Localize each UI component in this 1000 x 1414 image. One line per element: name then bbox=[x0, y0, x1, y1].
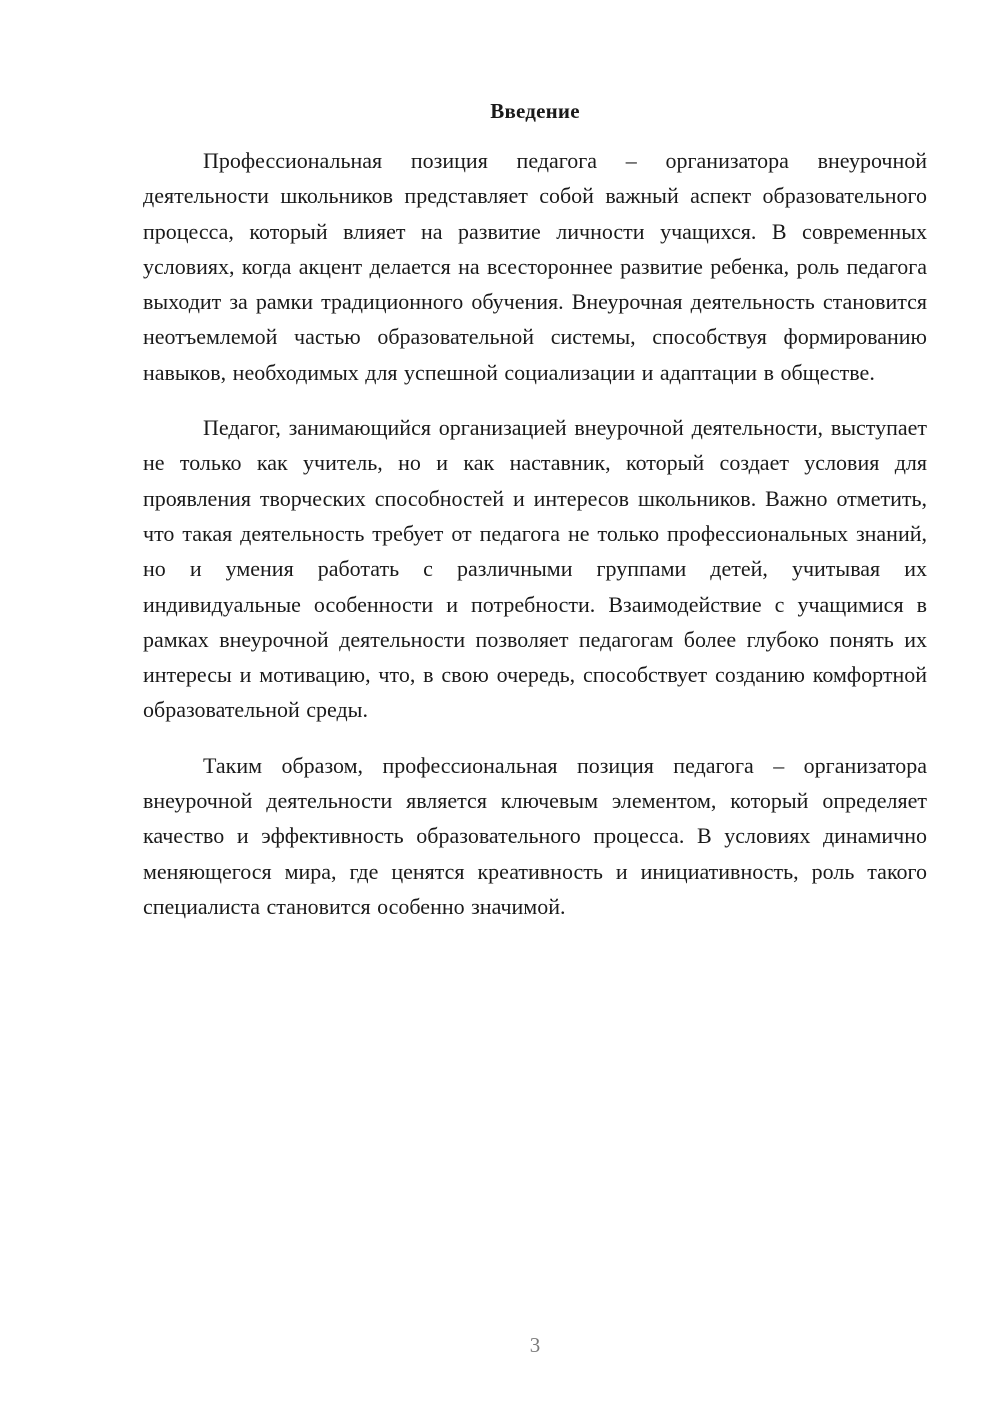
section-title: Введение bbox=[490, 99, 580, 123]
paragraph-3: Таким образом, профессиональная позиция педагога – организатора внеурочной деятельности является ключевым элементом, который определяет качество и эффективность образовательного процесса. В условиях динамично меняющегося мира, где ценятся креативность и инициативность, роль такого специалиста становится особенно значимой. bbox=[143, 752, 927, 919]
page-number: 3 bbox=[529, 1333, 541, 1357]
paragraph-2: Педагог, занимающийся организацией внеурочной деятельности, выступает не только как учитель, но и как наставник, который создает условия для проявления творческих способностей и интересов школьников. Важно отметить, что такая деятельность требует от педагога не только профессиональных знаний, но и умения работать с различными группами детей, учитывая их индивидуальные особенности и потребности. Взаимодействие с учащимися в рамках внеурочной деятельности позволяет педагогам более глубоко понять их интересы и мотивацию, что, в свою очередь, способствует созданию комфортной образовательной среды. bbox=[143, 415, 927, 723]
page-content bbox=[143, 96, 927, 944]
paragraph-1: Профессиональная позиция педагога – организатора внеурочной деятельности школьников представляет собой важный аспект образовательного процесса, который влияет на развитие личности учащихся. В современных условиях, когда акцент делается на всестороннее развитие ребенка, роль педагога выходит за рамки традиционного обучения. Внеурочная деятельность становится неотъемлемой частью образовательной системы, способствуя формированию навыков, необходимых для успешной социализации и адаптации в обществе. bbox=[143, 148, 927, 385]
